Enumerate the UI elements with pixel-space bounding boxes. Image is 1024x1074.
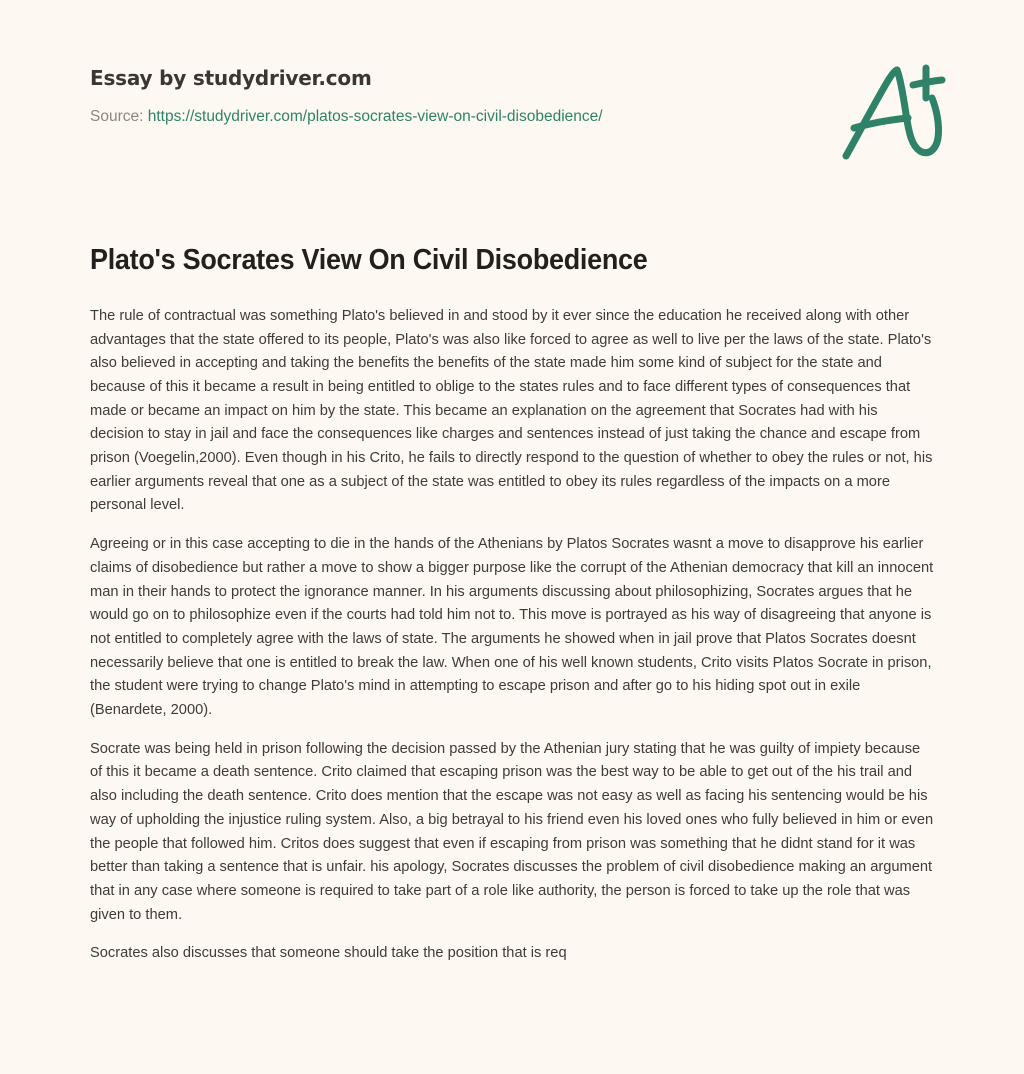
paragraph: Agreeing or in this case accepting to die in the hands of the Athenians by Platos Socrates wasnt a move to disapprove his earlier claims of disobedience but rather a move to show a bigger purpose like the corrupt of the Athenian democracy that kill an innocent man in their hands to protect the ignorance manner. In his arguments discussing about philosophizing, Socrates argues that he would go on to philosophize even if the courts had told him not to. This move is portrayed as his way of disagreeing that anyone is not entitled to completely agree with the laws of state. The arguments he showed when in jail prove that Platos Socrates doesnt necessarily believe that one is entitled to break the law. When one of his well known students, Crito visits Platos Socrate in prison, the student were trying to change Plato's mind in attempting to escape prison and after go to his hiding spot out in exile (Benardete, 2000). xyxy=(90,535,934,719)
a-plus-logo xyxy=(834,58,954,168)
brand-title: Essay by studydriver.com xyxy=(90,66,372,90)
brand-block xyxy=(90,66,790,126)
article-body xyxy=(90,304,935,965)
document-header xyxy=(0,0,1024,200)
paragraph: Socrates also discusses that someone should take the position that is req xyxy=(90,944,567,962)
a-plus-logo-icon xyxy=(834,58,954,168)
article xyxy=(90,243,935,965)
paragraph: The rule of contractual was something Plato's believed in and stood by it ever since the education he received along with other advantages that the state offered to its people, Plato's was also like forced to agree as well to live per the laws of the state. Plato's also believed in accepting and taking the benefits the benefits of the state made him some kind of subject for the state and because of this it became a result in being entitled to oblige to the states rules and to face different types of consequences that made or became an impact on him by the state. This became an explanation on the agreement that Socrates had with his decision to stay in jail and face the consequences like charges and sentences instead of just taking the chance and escape from prison (Voegelin,2000). Even though in his Crito, he fails to directly respond to the question of whether to obey the rules or not, his earlier arguments reveal that one as a subject of the state was entitled to obey its rules regardless of the impacts on a more personal level. xyxy=(90,306,933,514)
source-line xyxy=(90,107,790,126)
paragraph: Socrate was being held in prison following the decision passed by the Athenian jury stating that he was guilty of impiety because of this it became a death sentence. Crito claimed that escaping prison was the best way to be able to get out of the his trail and also including the death sentence. Crito does mention that the escape was not easy as well as facing his sentencing would be his way of upholding the injustice ruling system. Also, a big betrayal to his friend even his loved ones who fully believed in him or even the people that followed him. Critos does suggest that even if escaping from prison was something that he didnt stand for it was better than taking a sentence that is unfair. his apology, Socrates discusses the problem of civil disobedience making an argument that in any case where someone is required to take part of a role like authority, the person is forced to take up the role that was given to them. xyxy=(90,739,934,923)
page-title: Plato's Socrates View On Civil Disobedience xyxy=(90,244,648,276)
source-label: Source: xyxy=(90,108,144,125)
source-url-link[interactable]: https://studydriver.com/platos-socrates-view-on-civil-disobedience/ xyxy=(147,108,603,125)
